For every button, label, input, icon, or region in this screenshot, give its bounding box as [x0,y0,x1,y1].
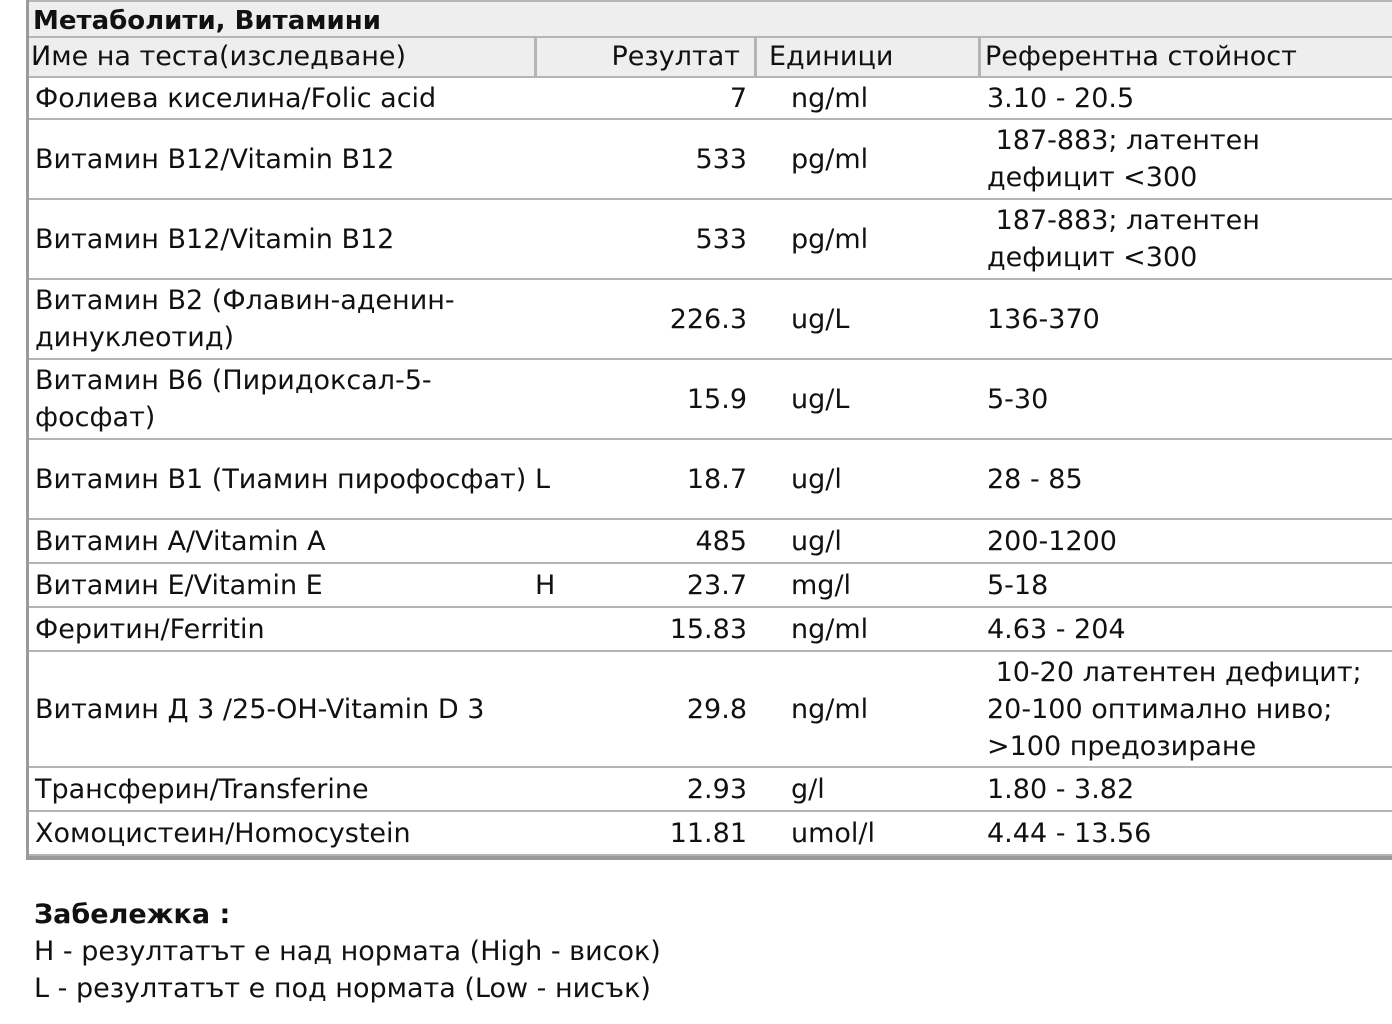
units-value: ug/l [791,463,842,495]
table-row [29,200,1392,280]
reference-value [981,611,1392,648]
table-row [29,768,1392,812]
note-title: Забележка : [34,899,231,930]
result-value: 15.83 [669,613,747,645]
units-value: ug/L [791,303,850,335]
reference-value [981,654,1392,765]
test-name: Витамин B12/Vitamin B12 [35,143,395,175]
units-value: pg/ml [791,223,869,255]
table-row [29,78,1392,120]
reference-line: дефицит <300 [987,162,1198,193]
table-row [29,652,1392,768]
test-name: Витамин B1 (Тиамин пирофосфат) [35,463,527,495]
note-line-low: L - резултатът е под нормата (Low - нисък) [34,973,651,1004]
test-name: Витамин A/Vitamin A [35,525,326,557]
reference-line: 187-883; латентен [987,125,1260,156]
result-value: 15.9 [686,383,747,415]
reference-line: 5-18 [987,569,1049,601]
result-value: 226.3 [669,303,747,335]
units-value: ng/ml [791,82,869,114]
column-header-units: Единици [757,38,981,76]
test-name: Витамин B12/Vitamin B12 [35,223,395,255]
units-value: ng/ml [791,613,869,645]
reference-line: 4.44 - 13.56 [987,817,1152,849]
reference-line: 4.63 - 204 [987,613,1126,645]
reference-value [981,461,1392,498]
test-name: Витамин E/Vitamin E [35,569,323,601]
table-row [29,812,1392,856]
test-name: Витамин B6 (Пиридоксал-5-фосфат) [35,365,432,433]
table-row [29,520,1392,564]
table-row [29,564,1392,608]
reference-line: 3.10 - 20.5 [987,82,1135,114]
units-value: g/l [791,773,825,805]
reference-line: 1.80 - 3.82 [987,773,1135,805]
column-header-reference: Референтна стойност [985,41,1297,72]
reference-line: 5-30 [987,383,1049,415]
column-header-row [29,38,1392,78]
result-value: 533 [695,223,747,255]
column-header-name: Име на теста(изследване) [29,38,537,76]
reference-value [981,567,1392,604]
test-name: Фолиева киселина/Folic acid [35,82,437,114]
units-value: mg/l [791,569,852,601]
units-value: pg/ml [791,143,869,175]
reference-value [981,80,1392,117]
section-title: Метаболити, Витамини [29,0,1392,38]
reference-line: дефицит <300 [987,242,1198,273]
result-value: 18.7 [686,463,747,495]
units-value: ug/l [791,525,842,557]
note [34,896,661,1007]
reference-line: 136-370 [987,303,1100,335]
units-value: umol/l [791,817,876,849]
test-name: Витамин Д 3 /25-OH-Vitamin D 3 [35,693,485,725]
reference-line: >100 предозиране [987,730,1257,762]
result-value: 29.8 [686,693,747,725]
result-value: 485 [695,525,747,557]
result-flag: H [535,570,556,601]
reference-value [981,771,1392,808]
test-name: Трансферин/Transferine [35,773,369,805]
reference-line: 200-1200 [987,525,1117,557]
column-header-result: Резултат [537,38,757,76]
test-name: Феритин/Ferritin [35,613,265,645]
units-value: ng/ml [791,693,869,725]
table-row [29,440,1392,520]
result-value: 7 [729,82,747,114]
reference-line: 28 - 85 [987,463,1083,495]
note-line-high: H - резултатът е над нормата (High - висок) [34,936,661,967]
result-value: 11.81 [669,817,747,849]
reference-value [981,122,1392,196]
reference-value [981,815,1392,852]
results-table [26,0,1392,860]
units-value: ug/L [791,383,850,415]
table-row [29,280,1392,360]
table-row [29,120,1392,200]
reference-value [981,202,1392,276]
test-name: Витамин B2 (Флавин-аденин-динуклеотид) [35,285,455,353]
test-name: Хомоцистеин/Homocystein [35,817,411,849]
table-row [29,608,1392,652]
table-body [29,78,1392,856]
reference-value [981,523,1392,560]
result-value: 533 [695,143,747,175]
result-flag: L [535,464,551,495]
reference-line: 20-100 оптимално ниво; [987,693,1333,725]
result-value: 2.93 [686,773,747,805]
reference-value [981,301,1392,338]
reference-value [981,381,1392,418]
reference-line: 10-20 латентен дефицит; [987,656,1362,688]
table-row [29,360,1392,440]
reference-line: 187-883; латентен [987,205,1260,236]
result-value: 23.7 [686,569,747,601]
